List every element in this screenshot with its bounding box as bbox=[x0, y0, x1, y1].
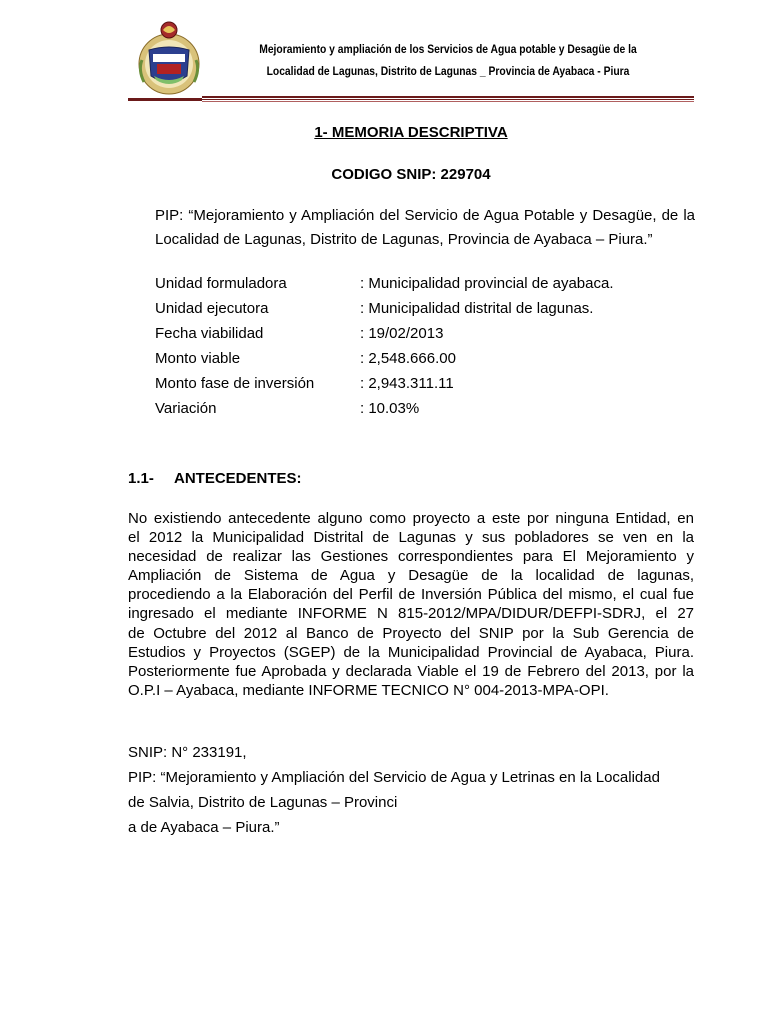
paragraph-line: No existiendo antecedente alguno como proyecto a este por ninguna Entidad, en bbox=[128, 510, 694, 527]
info-value: : Municipalidad distrital de lagunas. bbox=[360, 300, 594, 317]
header-rule bbox=[202, 101, 694, 102]
info-row bbox=[155, 399, 695, 424]
snip-number: SNIP: N° 233191, bbox=[128, 744, 247, 761]
info-row bbox=[155, 349, 695, 374]
info-value: : Municipalidad provincial de ayabaca. bbox=[360, 275, 614, 292]
municipal-crest-icon bbox=[136, 20, 202, 96]
paragraph-line: Estudios y Proyectos (SGEP) de la Municipalidad Provincial de Ayabaca, Piura. bbox=[128, 643, 694, 661]
info-row bbox=[155, 374, 695, 399]
pip-description: PIP: “Mejoramiento y Ampliación del Servicio de Agua Potable y Desagüe, de la Localidad de Lagunas, Distrito de Lagunas, Provincia de Ayabaca – Piura.” bbox=[155, 207, 695, 248]
header-project-line: Mejoramiento y ampliación de los Servicios de Agua potable y Desagüe de la bbox=[259, 42, 637, 56]
info-row bbox=[155, 274, 695, 299]
project-info-list bbox=[155, 274, 695, 424]
paragraph-line: de Octubre del 2012 al Banco de Proyecto del SNIP por la Sub Gerencia de bbox=[128, 624, 694, 642]
paragraph-line: ingresado el mediante INFORME N 815-2012/MPA/DIDUR/DEFPI-SDRJ, el 27 bbox=[128, 605, 694, 623]
info-label: Unidad ejecutora bbox=[155, 300, 269, 317]
info-value: : 2,548.666.00 bbox=[360, 350, 456, 367]
header-rule bbox=[202, 96, 694, 98]
info-value: : 2,943.311.11 bbox=[360, 375, 454, 392]
info-row bbox=[155, 299, 695, 324]
section-number: 1.1- bbox=[128, 470, 154, 487]
info-label: Monto viable bbox=[155, 350, 241, 367]
snip-secondary bbox=[128, 740, 694, 840]
snip-pip-line: PIP: “Mejoramiento y Ampliación del Servicio de Agua y Letrinas en la Localidad bbox=[128, 769, 660, 786]
info-label: Fecha viabilidad bbox=[155, 325, 264, 342]
paragraph-line: el 2012 la Municipalidad Distrital de Lagunas y sus pobladores se ven en la bbox=[128, 529, 694, 547]
section-heading bbox=[128, 470, 302, 487]
info-value: : 10.03% bbox=[360, 400, 420, 417]
snip-code: CODIGO SNIP: 229704 bbox=[331, 166, 491, 183]
paragraph-line: necesidad de realizar las Gestiones correspondientes para El Mejoramiento y bbox=[128, 548, 694, 566]
info-row bbox=[155, 324, 695, 349]
header-rule bbox=[202, 99, 694, 100]
snip-pip-line: de Salvia, Distrito de Lagunas – Provinci bbox=[128, 794, 398, 811]
header-location-line: Localidad de Lagunas, Distrito de Lagunas _ Provincia de Ayabaca - Piura bbox=[266, 64, 630, 78]
section-title: ANTECEDENTES: bbox=[174, 470, 302, 487]
paragraph-line: O.P.I – Ayabaca, mediante INFORME TECNICO N° 004-2013-MPA-OPI. bbox=[128, 681, 609, 699]
paragraph-line: Ampliación de Sistema de Agua y Desagüe de la localidad de lagunas, bbox=[128, 567, 694, 585]
document-header bbox=[128, 18, 694, 102]
info-value: : 19/02/2013 bbox=[360, 325, 444, 342]
document-title: 1- MEMORIA DESCRIPTIVA bbox=[314, 124, 508, 141]
paragraph-line: Posteriormente fue Aprobada y declarada Viable el 19 de Febrero del 2013, por la bbox=[128, 662, 694, 680]
info-label: Variación bbox=[155, 400, 217, 417]
header-rule-left bbox=[128, 98, 202, 101]
snip-pip-line: a de Ayabaca – Piura.” bbox=[128, 819, 280, 836]
paragraph-line: procediendo a la Elaboración del Perfil de Inversión Pública del mismo, el cual fue bbox=[128, 586, 694, 604]
info-label: Monto fase de inversión bbox=[155, 375, 315, 392]
info-label: Unidad formuladora bbox=[155, 275, 287, 292]
antecedentes-paragraph bbox=[128, 509, 694, 700]
